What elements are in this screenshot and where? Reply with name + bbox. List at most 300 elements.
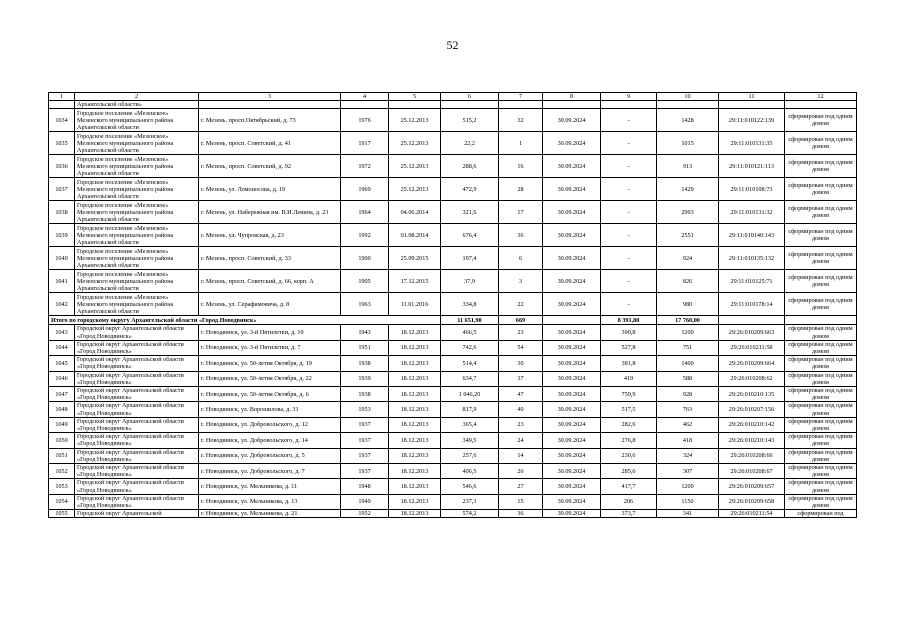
planned-date: 30.09.2024: [543, 270, 601, 293]
value-col9: -: [601, 155, 657, 178]
land-status: сформирован под одним домом: [785, 201, 857, 224]
recognition-date: 17.12.2015: [389, 270, 441, 293]
municipality-name: Городской округ Архангельской области «Город Новодвинск»: [75, 340, 199, 355]
planned-date: 30.09.2024: [543, 340, 601, 355]
area: 288,6: [441, 155, 499, 178]
column-number: 10: [657, 93, 719, 101]
value-col9: 419: [601, 371, 657, 386]
row-number: 1041: [49, 270, 75, 293]
table-row: [49, 155, 857, 178]
municipality-name: Городское поселение «Мезенское» Мезенского муниципального района Архангельской области: [75, 201, 199, 224]
value-col9: 373,7: [601, 510, 657, 518]
planned-date: 30.09.2024: [543, 371, 601, 386]
row-number: 1037: [49, 178, 75, 201]
value-col10: 1200: [657, 325, 719, 340]
recognition-date: 18.12.2013: [389, 494, 441, 509]
municipality-name: Городское поселение «Мезенское» Мезенского муниципального района Архангельской области: [75, 109, 199, 132]
municipality-name: Городской округ Архангельской области «Город Новодвинск»: [75, 464, 199, 479]
address: г. Новодвинск, ул. 50-летия Октября, д. 19: [199, 356, 341, 371]
value-col9: 759,9: [601, 387, 657, 402]
residents-count: 23: [499, 417, 543, 432]
column-number: 1: [49, 93, 75, 101]
value-col9: 381,8: [601, 356, 657, 371]
value-col10: 1150: [657, 494, 719, 509]
table-row: [49, 433, 857, 448]
address: г. Новодвинск, ул. 3-й Пятилетки, д. 10: [199, 325, 341, 340]
row-number: 1047: [49, 387, 75, 402]
area: 257,6: [441, 448, 499, 463]
value-col10: 1015: [657, 132, 719, 155]
recognition-date: 25.12.2013: [389, 132, 441, 155]
land-status: сформирован под одним домом: [785, 155, 857, 178]
build-year: 1951: [341, 340, 389, 355]
value-col10: 1429: [657, 178, 719, 201]
recognition-date: 18.12.2013: [389, 356, 441, 371]
column-number: 5: [389, 93, 441, 101]
cadastral-number: 29:11:010140:143: [719, 224, 785, 247]
residents-count: 47: [499, 387, 543, 402]
planned-date: 30.09.2024: [543, 402, 601, 417]
table-row: [49, 417, 857, 432]
build-year: 1917: [341, 132, 389, 155]
value-col9: 527,8: [601, 340, 657, 355]
address: г. Новодвинск, ул. Добровольского, д. 12: [199, 417, 341, 432]
value-col9: 206: [601, 494, 657, 509]
value-col10: 341: [657, 510, 719, 518]
area: 406,5: [441, 464, 499, 479]
table-row: [49, 387, 857, 402]
value-col9: 417,7: [601, 479, 657, 494]
area: 676,4: [441, 224, 499, 247]
planned-date: 30.09.2024: [543, 510, 601, 518]
value-col9: 285,6: [601, 464, 657, 479]
value-col9: 282,6: [601, 417, 657, 432]
column-number: 4: [341, 93, 389, 101]
column-number: 8: [543, 93, 601, 101]
build-year: 1937: [341, 433, 389, 448]
area: 237,3: [441, 494, 499, 509]
value-col10: 1428: [657, 109, 719, 132]
value-col9: 230,6: [601, 448, 657, 463]
planned-date: 30.09.2024: [543, 464, 601, 479]
address: г. Новодвинск, ул. Мельникова, д. 21: [199, 510, 341, 518]
address: г. Мезень, ул. Набережная им. В.И.Ленина, д. 23: [199, 201, 341, 224]
land-status: сформирован под: [785, 510, 857, 518]
cadastral-number: 29:11:010122:139: [719, 109, 785, 132]
value-col9: -: [601, 178, 657, 201]
land-status: сформирован под одним домом: [785, 247, 857, 270]
area: 365,4: [441, 417, 499, 432]
cadastral-number: 29:26:010209:657: [719, 479, 785, 494]
build-year: 1992: [341, 224, 389, 247]
value-col9: -: [601, 293, 657, 316]
table-row: [49, 340, 857, 355]
build-year: 1937: [341, 448, 389, 463]
total-col10: 17 760,00: [657, 316, 719, 325]
row-number: 1042: [49, 293, 75, 316]
table-row: [49, 293, 857, 316]
build-year: 1964: [341, 201, 389, 224]
value-col10: 1400: [657, 356, 719, 371]
table-row: [49, 109, 857, 132]
recognition-date: 18.12.2013: [389, 433, 441, 448]
table-row: [49, 494, 857, 509]
row-number: 1040: [49, 247, 75, 270]
value-col10: 307: [657, 464, 719, 479]
municipality-name: Городской округ Архангельской области «Город Новодвинск»: [75, 417, 199, 432]
address: г. Мезень, просп. Советский, д. 92: [199, 155, 341, 178]
area: 515,2: [441, 109, 499, 132]
value-col9: -: [601, 132, 657, 155]
row-number: 1044: [49, 340, 75, 355]
residents-count: 30: [499, 356, 543, 371]
municipality-name: Городской округ Архангельской области «Город Новодвинск»: [75, 433, 199, 448]
residents-count: 15: [499, 494, 543, 509]
value-col10: 826: [657, 270, 719, 293]
continuation-row: [49, 101, 857, 109]
housing-registry-table: [48, 92, 857, 518]
residents-count: 37: [499, 371, 543, 386]
value-col10: 924: [657, 247, 719, 270]
planned-date: 30.09.2024: [543, 356, 601, 371]
planned-date: 30.09.2024: [543, 387, 601, 402]
table-row: [49, 247, 857, 270]
build-year: 1900: [341, 247, 389, 270]
table-row: [49, 132, 857, 155]
residents-count: 40: [499, 402, 543, 417]
build-year: 1953: [341, 402, 389, 417]
row-number: 1055: [49, 510, 75, 518]
planned-date: 30.09.2024: [543, 224, 601, 247]
value-col9: -: [601, 224, 657, 247]
value-col10: 980: [657, 293, 719, 316]
table-row: [49, 224, 857, 247]
build-year: 1963: [341, 293, 389, 316]
municipality-name: Городской округ Архангельской области «Город Новодвинск»: [75, 356, 199, 371]
area: 22,2: [441, 132, 499, 155]
planned-date: 30.09.2024: [543, 155, 601, 178]
row-number: 1051: [49, 448, 75, 463]
cadastral-number: 29:11:010178:14: [719, 293, 785, 316]
planned-date: 30.09.2024: [543, 178, 601, 201]
municipality-name: Городской округ Архангельской области «Город Новодвинск»: [75, 494, 199, 509]
address: г. Новодвинск, ул. Добровольского, д. 5: [199, 448, 341, 463]
residents-count: 1: [499, 132, 543, 155]
land-status: сформирован под одним домом: [785, 132, 857, 155]
value-col10: 2551: [657, 224, 719, 247]
residents-count: 27: [499, 479, 543, 494]
area: 546,6: [441, 479, 499, 494]
land-status: сформирован под одним домом: [785, 340, 857, 355]
recognition-date: 18.12.2013: [389, 402, 441, 417]
total-row: [49, 316, 857, 325]
table-row: [49, 402, 857, 417]
empty: [785, 316, 857, 325]
build-year: 1948: [341, 479, 389, 494]
row-number: 1038: [49, 201, 75, 224]
recognition-date: 25.12.2013: [389, 178, 441, 201]
column-number: 2: [75, 93, 199, 101]
value-col9: -: [601, 109, 657, 132]
row-number: 1049: [49, 417, 75, 432]
residents-count: 36: [499, 224, 543, 247]
cadastral-number: 29:26:010211:54: [719, 510, 785, 518]
table-row: [49, 479, 857, 494]
value-col10: 1200: [657, 479, 719, 494]
area: 466,5: [441, 325, 499, 340]
row-number: 1052: [49, 464, 75, 479]
planned-date: 30.09.2024: [543, 293, 601, 316]
table-row: [49, 356, 857, 371]
recognition-date: 18.12.2013: [389, 371, 441, 386]
land-status: сформирован под одним домом: [785, 224, 857, 247]
cadastral-number: 29:11:010125:71: [719, 270, 785, 293]
value-col10: 928: [657, 387, 719, 402]
area: 472,9: [441, 178, 499, 201]
table-body: [49, 93, 857, 518]
municipality-name: Городское поселение «Мезенское» Мезенского муниципального района Архангельской области: [75, 224, 199, 247]
address: г. Новодвинск, ул. 3-й Пятилетки, д. 7: [199, 340, 341, 355]
land-status: сформирован под одним домом: [785, 270, 857, 293]
build-year: 1937: [341, 464, 389, 479]
recognition-date: 18.12.2013: [389, 387, 441, 402]
municipality-name: Городской округ Архангельской области «Город Новодвинск»: [75, 325, 199, 340]
cadastral-number: 29:26:010207:156: [719, 402, 785, 417]
recognition-date: 25.09.2015: [389, 247, 441, 270]
recognition-date: 18.12.2013: [389, 325, 441, 340]
residents-count: 26: [499, 464, 543, 479]
build-year: 1943: [341, 325, 389, 340]
planned-date: 30.09.2024: [543, 494, 601, 509]
municipality-name: Архангельской области»: [75, 101, 199, 109]
municipality-name: Городской округ Архангельской области «Город Новодвинск»: [75, 448, 199, 463]
value-col9: 276,8: [601, 433, 657, 448]
planned-date: 30.09.2024: [543, 201, 601, 224]
municipality-name: Городское поселение «Мезенское» Мезенского муниципального района Архангельской области: [75, 155, 199, 178]
land-status: сформирован под одним домом: [785, 417, 857, 432]
row-number: 1036: [49, 155, 75, 178]
area: 37,9: [441, 270, 499, 293]
column-number: 9: [601, 93, 657, 101]
cadastral-number: 29:11:010108:73: [719, 178, 785, 201]
municipality-name: Городской округ Архангельской области «Город Новодвинск»: [75, 402, 199, 417]
residents-count: 17: [499, 201, 543, 224]
area: 742,6: [441, 340, 499, 355]
residents-count: 54: [499, 340, 543, 355]
value-col10: 751: [657, 340, 719, 355]
recognition-date: 25.12.2013: [389, 155, 441, 178]
residents-count: 16: [499, 155, 543, 178]
municipality-name: Городской округ Архангельской области «Город Новодвинск»: [75, 371, 199, 386]
area: 1 046,20: [441, 387, 499, 402]
row-number: 1045: [49, 356, 75, 371]
build-year: 1949: [341, 494, 389, 509]
recognition-date: 18.12.2013: [389, 464, 441, 479]
value-col10: 913: [657, 155, 719, 178]
table-row: [49, 178, 857, 201]
build-year: 1952: [341, 510, 389, 518]
land-status: сформирован под одним домом: [785, 433, 857, 448]
municipality-name: Городской округ Архангельской области «Город Новодвинск»: [75, 479, 199, 494]
municipality-name: Городской округ Архангельской области «Город Новодвинск»: [75, 387, 199, 402]
column-number: 11: [719, 93, 785, 101]
address: г. Новодвинск, ул. Мельникова, д. 11: [199, 479, 341, 494]
cadastral-number: 29:26:010209:663: [719, 325, 785, 340]
table-row: [49, 325, 857, 340]
area: 334,8: [441, 293, 499, 316]
build-year: 1939: [341, 371, 389, 386]
table-row: [49, 371, 857, 386]
recognition-date: 11.01.2016: [389, 293, 441, 316]
cadastral-number: 29:26:010210:135: [719, 387, 785, 402]
residents-count: 6: [499, 247, 543, 270]
recognition-date: 18.12.2013: [389, 340, 441, 355]
address: г. Новодвинск, ул. Мельникова, д. 13: [199, 494, 341, 509]
row-number: 1046: [49, 371, 75, 386]
address: г. Новодвинск, ул. Добровольского, д. 7: [199, 464, 341, 479]
value-col9: -: [601, 247, 657, 270]
recognition-date: 18.12.2013: [389, 479, 441, 494]
column-number: 3: [199, 93, 341, 101]
page-number: 52: [446, 38, 459, 52]
cadastral-number: 29:26:010209:658: [719, 494, 785, 509]
area: 321,6: [441, 201, 499, 224]
build-year: 1938: [341, 356, 389, 371]
table-row: [49, 201, 857, 224]
land-status: сформирован под одним домом: [785, 178, 857, 201]
total-col9: 8 391,80: [601, 316, 657, 325]
planned-date: 30.09.2024: [543, 132, 601, 155]
address: г. Новодвинск, ул. Добровольского, д. 14: [199, 433, 341, 448]
cadastral-number: 29:26:010208:62: [719, 371, 785, 386]
municipality-name: Городское поселение «Мезенское» Мезенского муниципального района Архангельской области: [75, 178, 199, 201]
build-year: 1972: [341, 155, 389, 178]
table-row: [49, 270, 857, 293]
column-number: 7: [499, 93, 543, 101]
value-col10: 2993: [657, 201, 719, 224]
cadastral-number: 29:11:010131:32: [719, 201, 785, 224]
value-col10: 462: [657, 417, 719, 432]
planned-date: 30.09.2024: [543, 247, 601, 270]
planned-date: 30.09.2024: [543, 109, 601, 132]
cadastral-number: 29:26:010211:58: [719, 340, 785, 355]
address: г. Новодвинск, ул. Ворошилова, д. 31: [199, 402, 341, 417]
area: 574,2: [441, 510, 499, 518]
land-status: сформирован под одним домом: [785, 464, 857, 479]
value-col9: -: [601, 270, 657, 293]
area: 514,4: [441, 356, 499, 371]
build-year: 1937: [341, 417, 389, 432]
empty: [543, 316, 601, 325]
land-status: сформирован под одним домом: [785, 356, 857, 371]
cadastral-number: 29:26:010209:664: [719, 356, 785, 371]
build-year: 1969: [341, 178, 389, 201]
address: г. Новодвинск, ул. 50-летия Октября, д. 6: [199, 387, 341, 402]
municipality-name: Городское поселение «Мезенское» Мезенского муниципального района Архангельской области: [75, 270, 199, 293]
planned-date: 30.09.2024: [543, 448, 601, 463]
recognition-date: 01.08.2014: [389, 224, 441, 247]
address: г. Мезень, просп. Советский, д. 33: [199, 247, 341, 270]
value-col9: 517,5: [601, 402, 657, 417]
residents-count: 24: [499, 433, 543, 448]
column-number: 6: [441, 93, 499, 101]
column-number: 12: [785, 93, 857, 101]
land-status: сформирован под одним домом: [785, 448, 857, 463]
area: 349,5: [441, 433, 499, 448]
build-year: 1905: [341, 270, 389, 293]
total-area: 11 651,90: [441, 316, 499, 325]
address: г. Мезень, просп. Советский, д. 41: [199, 132, 341, 155]
cadastral-number: 29:26:010210:143: [719, 433, 785, 448]
land-status: сформирован под одним домом: [785, 109, 857, 132]
recognition-date: 04.06.2014: [389, 201, 441, 224]
value-col10: 763: [657, 402, 719, 417]
area: 197,4: [441, 247, 499, 270]
address: г. Новодвинск, ул. 50-летия Октября, д. 22: [199, 371, 341, 386]
recognition-date: 18.12.2013: [389, 510, 441, 518]
value-col10: 418: [657, 433, 719, 448]
row-number: 1039: [49, 224, 75, 247]
land-status: сформирован под одним домом: [785, 479, 857, 494]
value-col9: -: [601, 201, 657, 224]
cadastral-number: 29:11:010121:113: [719, 155, 785, 178]
planned-date: 30.09.2024: [543, 417, 601, 432]
municipality-name: Городской округ Архангельской: [75, 510, 199, 518]
planned-date: 30.09.2024: [543, 479, 601, 494]
value-col10: 588: [657, 371, 719, 386]
residents-count: 23: [499, 325, 543, 340]
table-row: [49, 464, 857, 479]
address: г. Мезень, ул. Ломоносова, д. 19: [199, 178, 341, 201]
row-number: 1050: [49, 433, 75, 448]
recognition-date: 18.12.2013: [389, 417, 441, 432]
cadastral-number: 29:26:010208:66: [719, 448, 785, 463]
land-status: сформирован под одним домом: [785, 402, 857, 417]
cadastral-number: 29:11:010131:35: [719, 132, 785, 155]
row-number: 1054: [49, 494, 75, 509]
municipality-name: Городское поселение «Мезенское» Мезенского муниципального района Архангельской области: [75, 293, 199, 316]
recognition-date: 18.12.2013: [389, 448, 441, 463]
column-number-row: [49, 93, 857, 101]
land-status: сформирован под одним домом: [785, 387, 857, 402]
residents-count: 32: [499, 109, 543, 132]
build-year: 1976: [341, 109, 389, 132]
land-status: сформирован под одним домом: [785, 371, 857, 386]
area: 817,9: [441, 402, 499, 417]
row-number: 1053: [49, 479, 75, 494]
planned-date: 30.09.2024: [543, 325, 601, 340]
empty: [719, 316, 785, 325]
total-label: Итого по городскому округу Архангельской области «Город Новодвинск»: [49, 316, 441, 325]
cadastral-number: 29:11:010135:132: [719, 247, 785, 270]
value-col9: 390,8: [601, 325, 657, 340]
land-status: сформирован под одним домом: [785, 325, 857, 340]
table-row: [49, 448, 857, 463]
municipality-name: Городское поселение «Мезенское» Мезенского муниципального района Архангельской области: [75, 132, 199, 155]
land-status: сформирован под одним домом: [785, 293, 857, 316]
residents-count: 36: [499, 510, 543, 518]
area: 634,7: [441, 371, 499, 386]
cadastral-number: 29:26:010210:142: [719, 417, 785, 432]
address: г. Мезень, просп. Советский, д. 66, корп. А: [199, 270, 341, 293]
value-col10: 324: [657, 448, 719, 463]
planned-date: 30.09.2024: [543, 433, 601, 448]
build-year: 1938: [341, 387, 389, 402]
address: г. Мезень, ул. Чупровская, д. 23: [199, 224, 341, 247]
address: г. Мезень, ул. Серафимовича, д. 8: [199, 293, 341, 316]
total-residents: 669: [499, 316, 543, 325]
residents-count: 14: [499, 448, 543, 463]
